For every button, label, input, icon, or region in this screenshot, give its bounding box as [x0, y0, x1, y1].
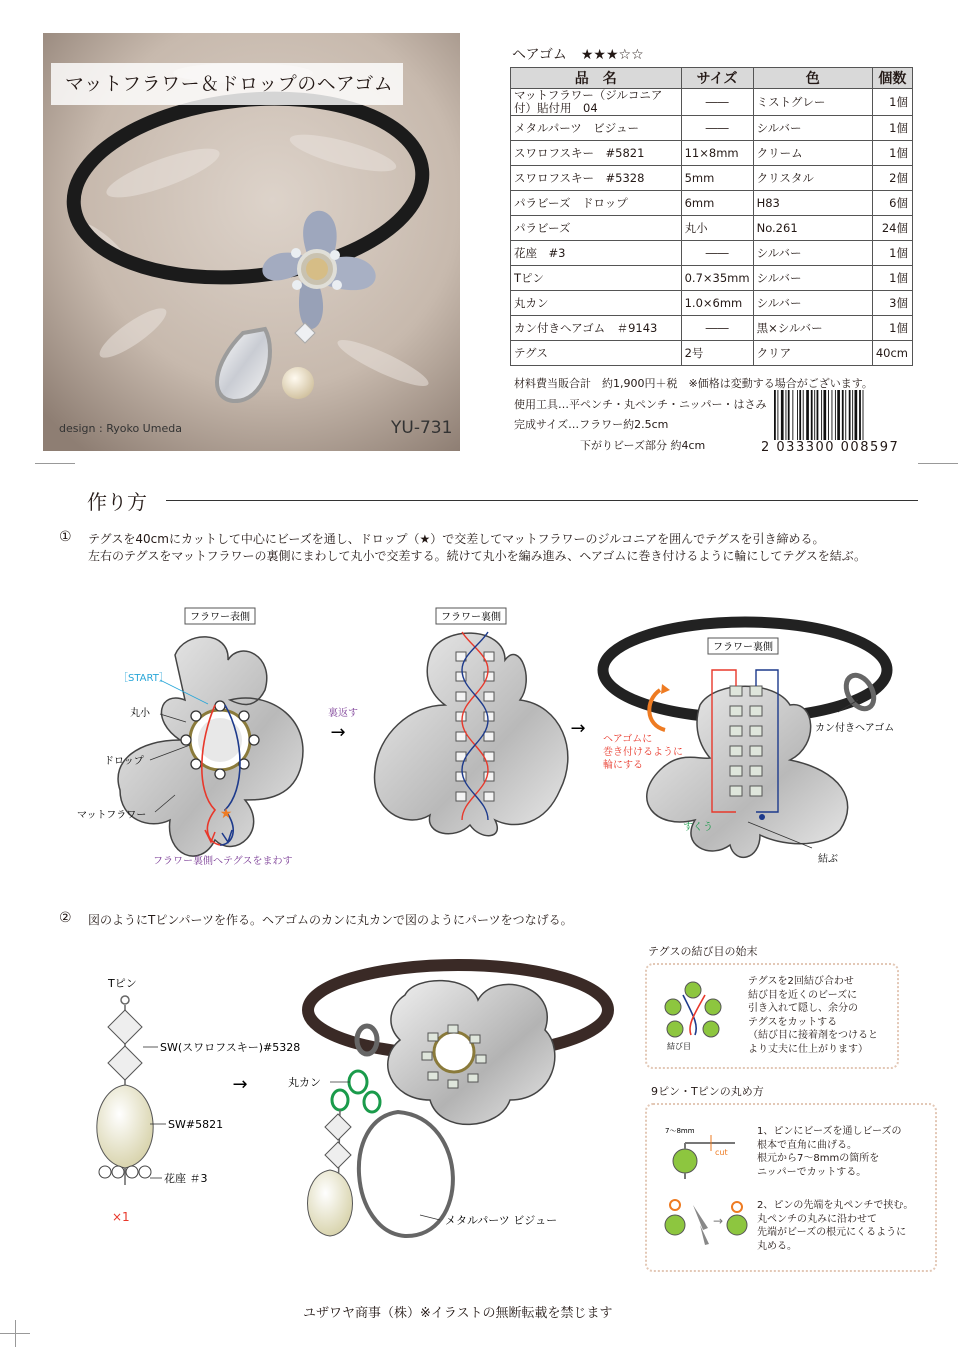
price-note: 材料費当販合計 約1,900円＋税 ※価格は変動する場合がございます。: [514, 377, 873, 390]
material-name: パラビーズ: [511, 216, 682, 241]
arrow-small: →: [713, 1214, 724, 1228]
product-photo: [43, 33, 460, 451]
material-count: 1個: [872, 266, 912, 291]
pin-bending-illustration: [655, 1113, 750, 1263]
note1-title: テグスの結び目の始末: [648, 945, 758, 958]
label-matflower: マットフラワー: [77, 810, 147, 821]
label-marukan: 丸カン: [288, 1076, 321, 1089]
barcode-bar: [788, 390, 790, 440]
barcode: [772, 386, 902, 446]
footer-copyright: ユザワヤ商事（株）※イラストの無断転載を禁じます: [303, 1306, 613, 1321]
step2-text: 図のようにTピンパーツを作る。ヘアゴムのカンに丸カンで図のようにパーツをつなげる。: [88, 913, 573, 927]
barcode-bar: [814, 390, 815, 440]
flower-back-illustration: [375, 632, 568, 836]
label-wrap-3: 輪にする: [603, 760, 643, 771]
note1-line: テグスをカットする: [748, 1016, 838, 1028]
material-size: 丸小: [681, 216, 753, 241]
material-name: マットフラワー（ジルコニア付）貼付用 04: [511, 89, 682, 116]
label-wrap-2: 巻き付けるように: [603, 747, 683, 758]
note2-step2-line: 丸ペンチの丸みに沿わせて: [757, 1213, 877, 1225]
material-size: 1.0×6mm: [681, 291, 753, 316]
material-name: メタルパーツ ビジュー: [511, 116, 682, 141]
diagram-step2: [0, 940, 630, 1240]
barcode-bar: [811, 390, 813, 440]
step1-text: [88, 531, 938, 565]
note2-step1-line: 根本で直角に曲げる。: [757, 1139, 857, 1151]
material-size: 2号: [681, 341, 753, 366]
material-count: 6個: [872, 191, 912, 216]
size-note-2: 下がりビーズ部分 約4cm: [514, 438, 706, 452]
barcode-bar: [859, 390, 861, 440]
header-name: 品 名: [511, 68, 682, 89]
material-count: 3個: [872, 291, 912, 316]
material-color: No.261: [753, 216, 872, 241]
measure-label: 7～8mm: [665, 1127, 695, 1135]
note1-line: より丈夫に仕上がります）: [748, 1043, 868, 1055]
material-color: H83: [753, 191, 872, 216]
note1-line: （結び目に接着剤をつけると: [748, 1030, 878, 1041]
note2-step2-line: 2、ピンの先端を丸ペンチで挟む。: [757, 1200, 914, 1211]
step1-line2: 左右のテグスをマットフラワーの裏側にまわして丸小で交差する。続けて丸小を編み進み、ヘアゴムに巻き付けるように輪にしてテグスを結ぶ。: [88, 549, 866, 563]
material-row: [511, 241, 913, 266]
label-flower-front: フラワー表側: [190, 612, 250, 623]
label-times-one: ×1: [112, 1210, 130, 1224]
material-name: Tピン: [511, 266, 682, 291]
diagram-step1: [0, 595, 960, 885]
material-count: 2個: [872, 166, 912, 191]
material-size: 11×8mm: [681, 141, 753, 166]
material-size: 6mm: [681, 191, 753, 216]
material-color: クリア: [753, 341, 872, 366]
note2-box: [645, 1103, 937, 1272]
label-sw5821: SW#5821: [168, 1118, 224, 1131]
material-color: シルバー: [753, 241, 872, 266]
barcode-bar: [781, 390, 784, 440]
material-row: [511, 216, 913, 241]
barcode-bar: [792, 390, 793, 440]
label-start: ［START］: [118, 673, 169, 684]
material-size: 0.7×35mm: [681, 266, 753, 291]
material-row: [511, 316, 913, 341]
barcode-bar: [852, 390, 853, 440]
material-size: ――: [681, 89, 753, 116]
label-tie: 結ぶ: [818, 854, 838, 865]
material-color: クリスタル: [753, 166, 872, 191]
label-around: フラワー裏側へテグスをまわす: [153, 856, 293, 867]
barcode-bar: [817, 390, 819, 440]
barcode-bar: [806, 390, 809, 440]
note1-text: [748, 975, 878, 1056]
product-title: マットフラワー＆ドロップのヘアゴム: [51, 63, 403, 105]
difficulty-rating: ヘアゴム ★★★☆☆: [512, 47, 644, 63]
material-row: [511, 116, 913, 141]
material-name: テグス: [511, 341, 682, 366]
note2-title: 9ピン・Tピンの丸め方: [651, 1085, 764, 1098]
label-flowerbase: 花座 ＃3: [164, 1172, 208, 1185]
flower-front-illustration: [118, 637, 303, 856]
material-size: 5mm: [681, 166, 753, 191]
step2-number: ②: [59, 910, 72, 926]
barcode-bar: [823, 390, 826, 440]
crop-mark: [35, 463, 75, 464]
materials-header-row: [511, 68, 913, 89]
material-count: 1個: [872, 241, 912, 266]
note2-step1-line: 1、ピンにビーズを通しビーズの: [757, 1126, 902, 1137]
knot-illustration: [653, 975, 733, 1055]
note2-step1: [757, 1125, 902, 1179]
step1-number: ①: [59, 529, 72, 545]
material-row: [511, 191, 913, 216]
material-name: カン付きヘアゴム ＃9143: [511, 316, 682, 341]
material-row: [511, 89, 913, 116]
barcode-number: 2 033300 008597: [761, 440, 900, 455]
material-count: 24個: [872, 216, 912, 241]
material-name: 花座 #3: [511, 241, 682, 266]
material-count: 1個: [872, 141, 912, 166]
barcode-bar: [828, 390, 829, 440]
material-name: 丸カン: [511, 291, 682, 316]
material-row: [511, 141, 913, 166]
material-color: シルバー: [753, 291, 872, 316]
tpin-illustration: [97, 996, 166, 1185]
label-marukoshi: 丸小: [130, 708, 150, 719]
arrow-3: →: [232, 1074, 248, 1095]
note1-box: [645, 963, 899, 1069]
material-row: [511, 291, 913, 316]
barcode-bar: [797, 390, 798, 440]
crop-mark: [918, 463, 958, 464]
assembled-illustration: [308, 965, 609, 1236]
size-note: 完成サイズ…フラワー約2.5cm: [514, 418, 669, 431]
material-color: クリーム: [753, 141, 872, 166]
note1-line: 結び目を近くのビーズに: [748, 989, 858, 1001]
label-flower-back-2: フラワー裏側: [713, 642, 773, 653]
label-scoop: すくう: [683, 822, 713, 833]
note2-step1-line: ニッパーでカットする。: [757, 1166, 867, 1178]
label-drop: ドロップ: [104, 756, 144, 767]
note1-line: テグスを2回結び合わせ: [748, 976, 854, 987]
barcode-bar: [837, 390, 840, 440]
barcode-bar: [786, 390, 787, 440]
note2-step1-line: 根元から7～8mmの箇所を: [757, 1153, 880, 1164]
tools-note: 使用工具…平ペンチ・丸ペンチ・ニッパー・はさみ: [514, 397, 767, 411]
knot-label: 結び目: [667, 1042, 691, 1051]
barcode-bar: [821, 390, 822, 440]
material-size: ――: [681, 241, 753, 266]
note1-line: 引き入れて隠し、余分の: [748, 1003, 858, 1014]
barcode-bar: [832, 390, 833, 440]
material-color: シルバー: [753, 116, 872, 141]
barcode-bar: [774, 390, 776, 440]
header-color: 色: [753, 68, 872, 89]
barcode-bar: [803, 390, 804, 440]
material-count: 40cm: [872, 341, 912, 366]
material-color: シルバー: [753, 266, 872, 291]
barcode-bar: [855, 390, 858, 440]
header-size: サイズ: [681, 68, 753, 89]
label-sw5328: SW(スワロフスキー)#5328: [160, 1041, 301, 1054]
material-row: [511, 266, 913, 291]
material-size: ――: [681, 116, 753, 141]
material-name: パラビーズ ドロップ: [511, 191, 682, 216]
material-name: スワロフスキー #5821: [511, 141, 682, 166]
star-mark: ★: [219, 806, 233, 822]
material-name: スワロフスキー #5328: [511, 166, 682, 191]
material-count: 1個: [872, 89, 912, 116]
step1-line1: テグスを40cmにカットして中心にビーズを通し、ドロップ（★）で交差してマットフラワーのジルコニアを囲んでテグスを引き締める。: [88, 532, 825, 546]
barcode-bar: [849, 390, 851, 440]
arrow-1: →: [330, 722, 346, 743]
label-tpin: Tピン: [108, 977, 137, 990]
barcode-bar: [835, 390, 836, 440]
material-color: 黒×シルバー: [753, 316, 872, 341]
barcode-bar: [863, 390, 864, 440]
barcode-bar: [777, 390, 778, 440]
material-row: [511, 341, 913, 366]
material-count: 1個: [872, 116, 912, 141]
label-hairtie: カン付きヘアゴム: [815, 723, 895, 734]
cut-label: cut: [715, 1148, 728, 1157]
label-turn-over: 裏返す: [328, 708, 358, 719]
material-count: 1個: [872, 316, 912, 341]
arrow-2: →: [570, 718, 586, 739]
label-flower-back: フラワー裏側: [441, 612, 501, 623]
note2-step2: [757, 1199, 913, 1253]
material-row: [511, 166, 913, 191]
material-color: ミストグレー: [753, 89, 872, 116]
section-title: 作り方: [87, 490, 147, 514]
designer-credit: design : Ryoko Umeda: [59, 422, 182, 435]
barcode-bar: [842, 390, 844, 440]
barcode-bar: [799, 390, 801, 440]
note2-step2-line: 先端がビーズの根元にくるように: [757, 1227, 907, 1238]
product-code: YU-731: [391, 418, 453, 438]
header-count: 個数: [872, 68, 912, 89]
note2-step2-line: 丸める。: [757, 1240, 797, 1252]
materials-table: [510, 67, 913, 366]
material-size: ――: [681, 316, 753, 341]
label-wrap-1: ヘアゴムに: [603, 734, 653, 745]
crop-mark: [15, 1320, 16, 1347]
section-divider: [166, 500, 918, 501]
barcode-bar: [845, 390, 846, 440]
label-metal: メタルパーツ ビジュー: [445, 1214, 558, 1227]
